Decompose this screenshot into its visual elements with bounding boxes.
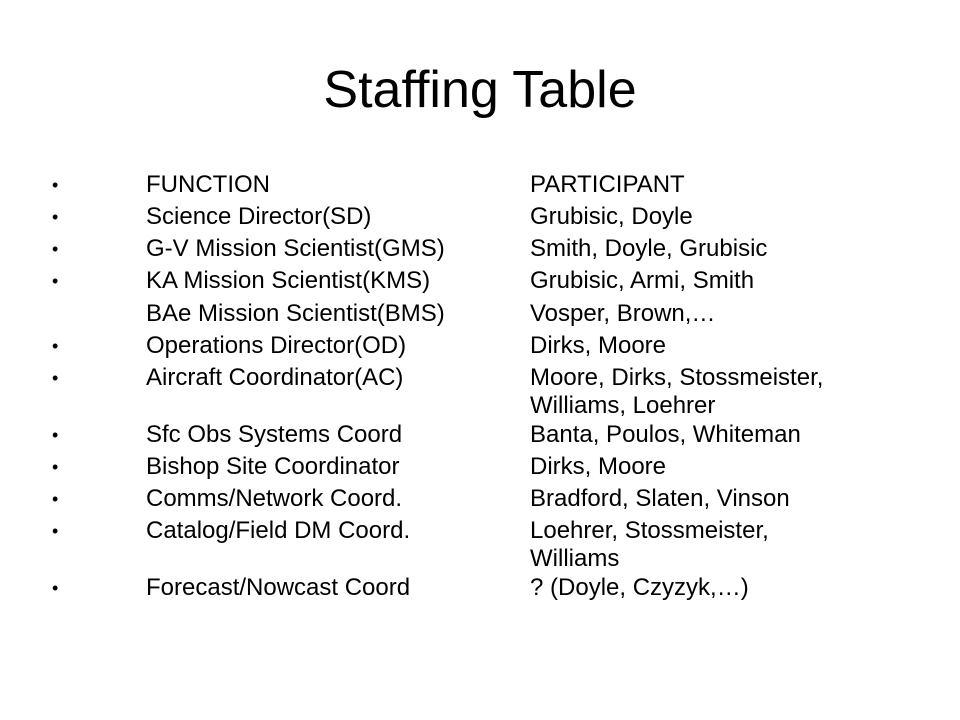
participant-cell: Moore, Dirks, Stossmeister, Williams, Loehrer bbox=[530, 364, 824, 419]
participant-cell: Loehrer, Stossmeister, Williams bbox=[530, 517, 769, 572]
bullet-marker: • bbox=[52, 489, 59, 509]
function-cell: BAe Mission Scientist(BMS) bbox=[146, 300, 445, 327]
bullet-marker: • bbox=[52, 207, 59, 227]
bullet-marker: • bbox=[52, 368, 59, 388]
participant-cell: Smith, Doyle, Grubisic bbox=[530, 235, 768, 262]
bullet-marker: • bbox=[52, 175, 59, 195]
function-cell: Forecast/Nowcast Coord bbox=[146, 574, 411, 601]
participant-header: PARTICIPANT bbox=[530, 171, 685, 198]
function-cell: Science Director(SD) bbox=[146, 203, 372, 230]
participant-cell: Vosper, Brown,… bbox=[530, 300, 716, 327]
participant-cell: Grubisic, Armi, Smith bbox=[530, 267, 755, 294]
participant-cell: Dirks, Moore bbox=[530, 453, 667, 480]
function-header: FUNCTION bbox=[146, 171, 270, 198]
participant-cell: Banta, Poulos, Whiteman bbox=[530, 421, 801, 448]
bullet-marker: • bbox=[52, 425, 59, 445]
page-title: Staffing Table bbox=[323, 61, 637, 119]
function-cell: Catalog/Field DM Coord. bbox=[146, 517, 411, 544]
bullet-marker: • bbox=[52, 271, 59, 291]
participant-cell: Grubisic, Doyle bbox=[530, 203, 693, 230]
function-cell: Bishop Site Coordinator bbox=[146, 453, 400, 480]
bullet-marker: • bbox=[52, 578, 59, 598]
function-cell: Comms/Network Coord. bbox=[146, 485, 403, 512]
participant-cell: Dirks, Moore bbox=[530, 332, 667, 359]
participant-cell: ? (Doyle, Czyzyk,…) bbox=[530, 574, 749, 601]
bullet-marker: • bbox=[52, 457, 59, 477]
participant-cell: Bradford, Slaten, Vinson bbox=[530, 485, 790, 512]
bullet-marker: • bbox=[52, 239, 59, 259]
function-cell: Operations Director(OD) bbox=[146, 332, 407, 359]
function-cell: Aircraft Coordinator(AC) bbox=[146, 364, 404, 391]
bullet-marker: • bbox=[52, 336, 59, 356]
function-cell: KA Mission Scientist(KMS) bbox=[146, 267, 431, 294]
function-cell: G-V Mission Scientist(GMS) bbox=[146, 235, 445, 262]
bullet-marker: • bbox=[52, 521, 59, 541]
function-cell: Sfc Obs Systems Coord bbox=[146, 421, 403, 448]
